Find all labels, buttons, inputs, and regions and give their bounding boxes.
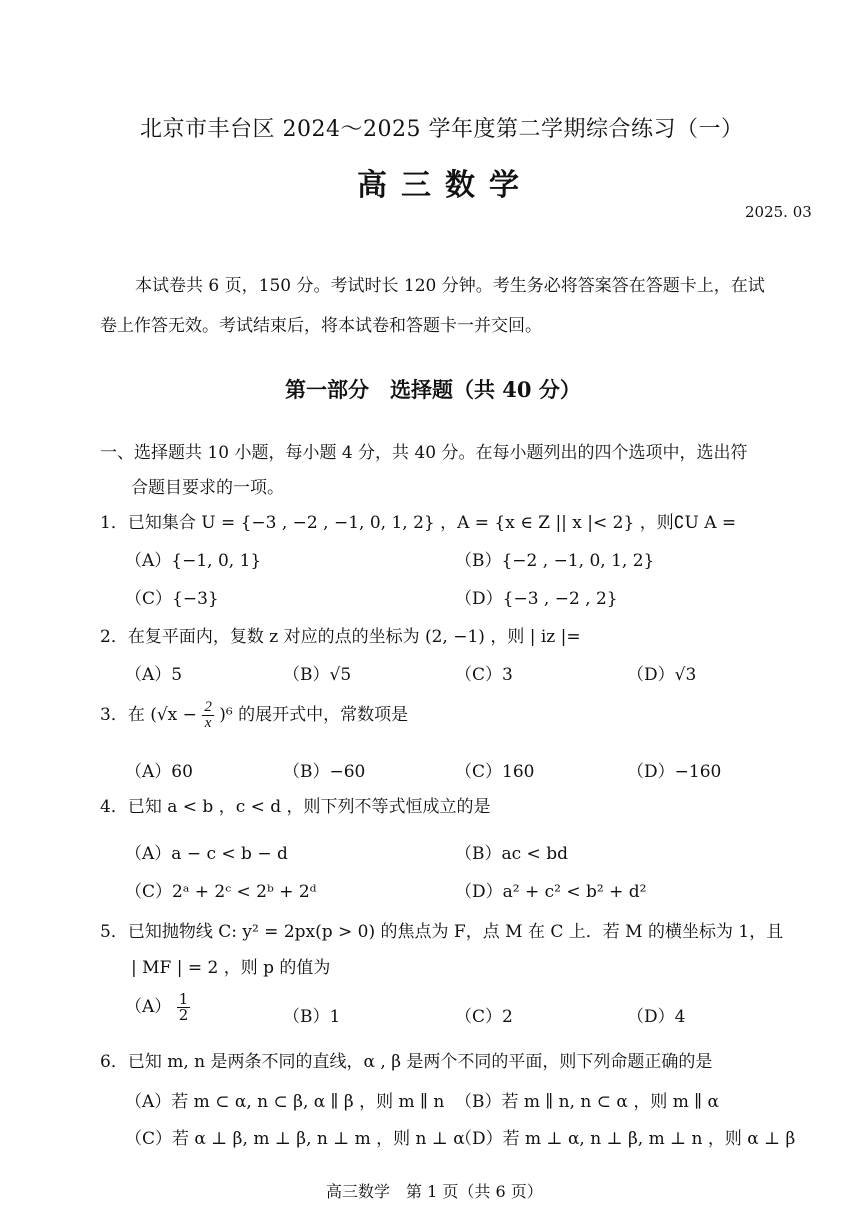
question-5-option-a-fraction xyxy=(177,992,191,1023)
question-3-stem-prefix: 3．在 (√x − xyxy=(100,705,197,725)
question-2-option-c: （C）3 xyxy=(455,665,513,685)
section-instructions-line-2: 合题目要求的一项。 xyxy=(131,478,284,498)
question-1-option-c: （C）{−3} xyxy=(125,589,219,609)
question-5-option-c: （C）2 xyxy=(455,1007,513,1027)
question-4-stem: 4．已知 a < b ，c < d ，则下列不等式恒成立的是 xyxy=(100,797,491,817)
question-5-option-d: （D）4 xyxy=(627,1007,686,1027)
question-3-fraction-denominator: x xyxy=(204,715,212,731)
instructions-line-2: 卷上作答无效。考试结束后，将本试卷和答题卡一并交回。 xyxy=(100,316,542,336)
question-2-option-b: （B）√5 xyxy=(283,665,352,685)
question-3-stem xyxy=(100,700,408,731)
subject-title: 高三数学 xyxy=(357,168,533,203)
question-3-stem-suffix: )⁶ 的展开式中，常数项是 xyxy=(219,705,409,725)
question-3-option-d: （D）−160 xyxy=(627,762,722,782)
question-2-stem: 2．在复平面内，复数 z 对应的点的坐标为 (2, −1) ，则 | iz |= xyxy=(100,627,581,647)
question-3-option-a: （A）60 xyxy=(125,762,193,782)
question-1-option-b: （B）{−2 , −1, 0, 1, 2} xyxy=(455,551,655,571)
question-5-option-a-numerator: 1 xyxy=(178,990,189,1008)
question-6-option-c: （C）若 α ⊥ β, m ⊥ β, n ⊥ m ，则 n ⊥ α xyxy=(125,1129,465,1149)
question-1-option-a: （A）{−1, 0, 1} xyxy=(125,551,262,571)
question-5-option-a-denominator: 2 xyxy=(178,1006,189,1024)
question-2-option-a: （A）5 xyxy=(125,665,183,685)
question-6-option-a: （A）若 m ⊂ α, n ⊂ β, α ∥ β ，则 m ∥ n xyxy=(125,1092,445,1112)
question-4-option-d: （D）a² + c² < b² + d² xyxy=(455,882,647,902)
question-4-option-a: （A）a − c < b − d xyxy=(125,844,288,864)
exam-date: 2025. 03 xyxy=(745,203,812,221)
part-one-title: 第一部分 选择题（共 40 分） xyxy=(285,377,581,402)
question-5-option-b: （B）1 xyxy=(283,1007,341,1027)
question-3-option-c: （C）160 xyxy=(455,762,535,782)
instructions-line-1: 本试卷共 6 页，150 分。考试时长 120 分钟。考生务必将答案答在答题卡上，在试 xyxy=(135,276,765,296)
question-5-option-a xyxy=(125,992,190,1023)
page-footer: 高三数学 第 1 页（共 6 页） xyxy=(326,1182,543,1201)
question-6-stem: 6．已知 m, n 是两条不同的直线，α , β 是两个不同的平面，则下列命题正确的是 xyxy=(100,1052,713,1072)
question-1-option-d: （D）{−3 , −2 , 2} xyxy=(455,589,618,609)
question-6-option-b: （B）若 m ∥ n, n ⊂ α ，则 m ∥ α xyxy=(455,1092,719,1112)
section-instructions-line-1: 一、选择题共 10 小题，每小题 4 分，共 40 分。在每小题列出的四个选项中，选出符 xyxy=(100,443,748,463)
question-1-stem: 1．已知集合 U = {−3 , −2 , −1, 0, 1, 2} ，A = {x ∈ Z || x |< 2} ，则∁U A = xyxy=(100,513,737,533)
exam-title: 北京市丰台区 2024～2025 学年度第二学期综合练习（一） xyxy=(140,117,744,142)
question-5-stem-line-1: 5．已知抛物线 C: y² = 2px(p > 0) 的焦点为 F，点 M 在 C 上．若 M 的横坐标为 1，且 xyxy=(100,922,784,942)
question-3-fraction-numerator: 2 xyxy=(204,699,212,715)
question-5-option-a-label: （A） xyxy=(125,997,172,1017)
question-4-option-c: （C）2ᵃ + 2ᶜ < 2ᵇ + 2ᵈ xyxy=(125,882,317,902)
question-6-option-d: （D）若 m ⊥ α, n ⊥ β, m ⊥ n ，则 α ⊥ β xyxy=(455,1129,796,1149)
question-5-stem-line-2: | MF | = 2 ，则 p 的值为 xyxy=(131,958,331,978)
question-4-option-b: （B）ac < bd xyxy=(455,844,568,864)
question-3-fraction xyxy=(202,700,214,731)
question-2-option-d: （D）√3 xyxy=(627,665,697,685)
question-3-option-b: （B）−60 xyxy=(283,762,366,782)
